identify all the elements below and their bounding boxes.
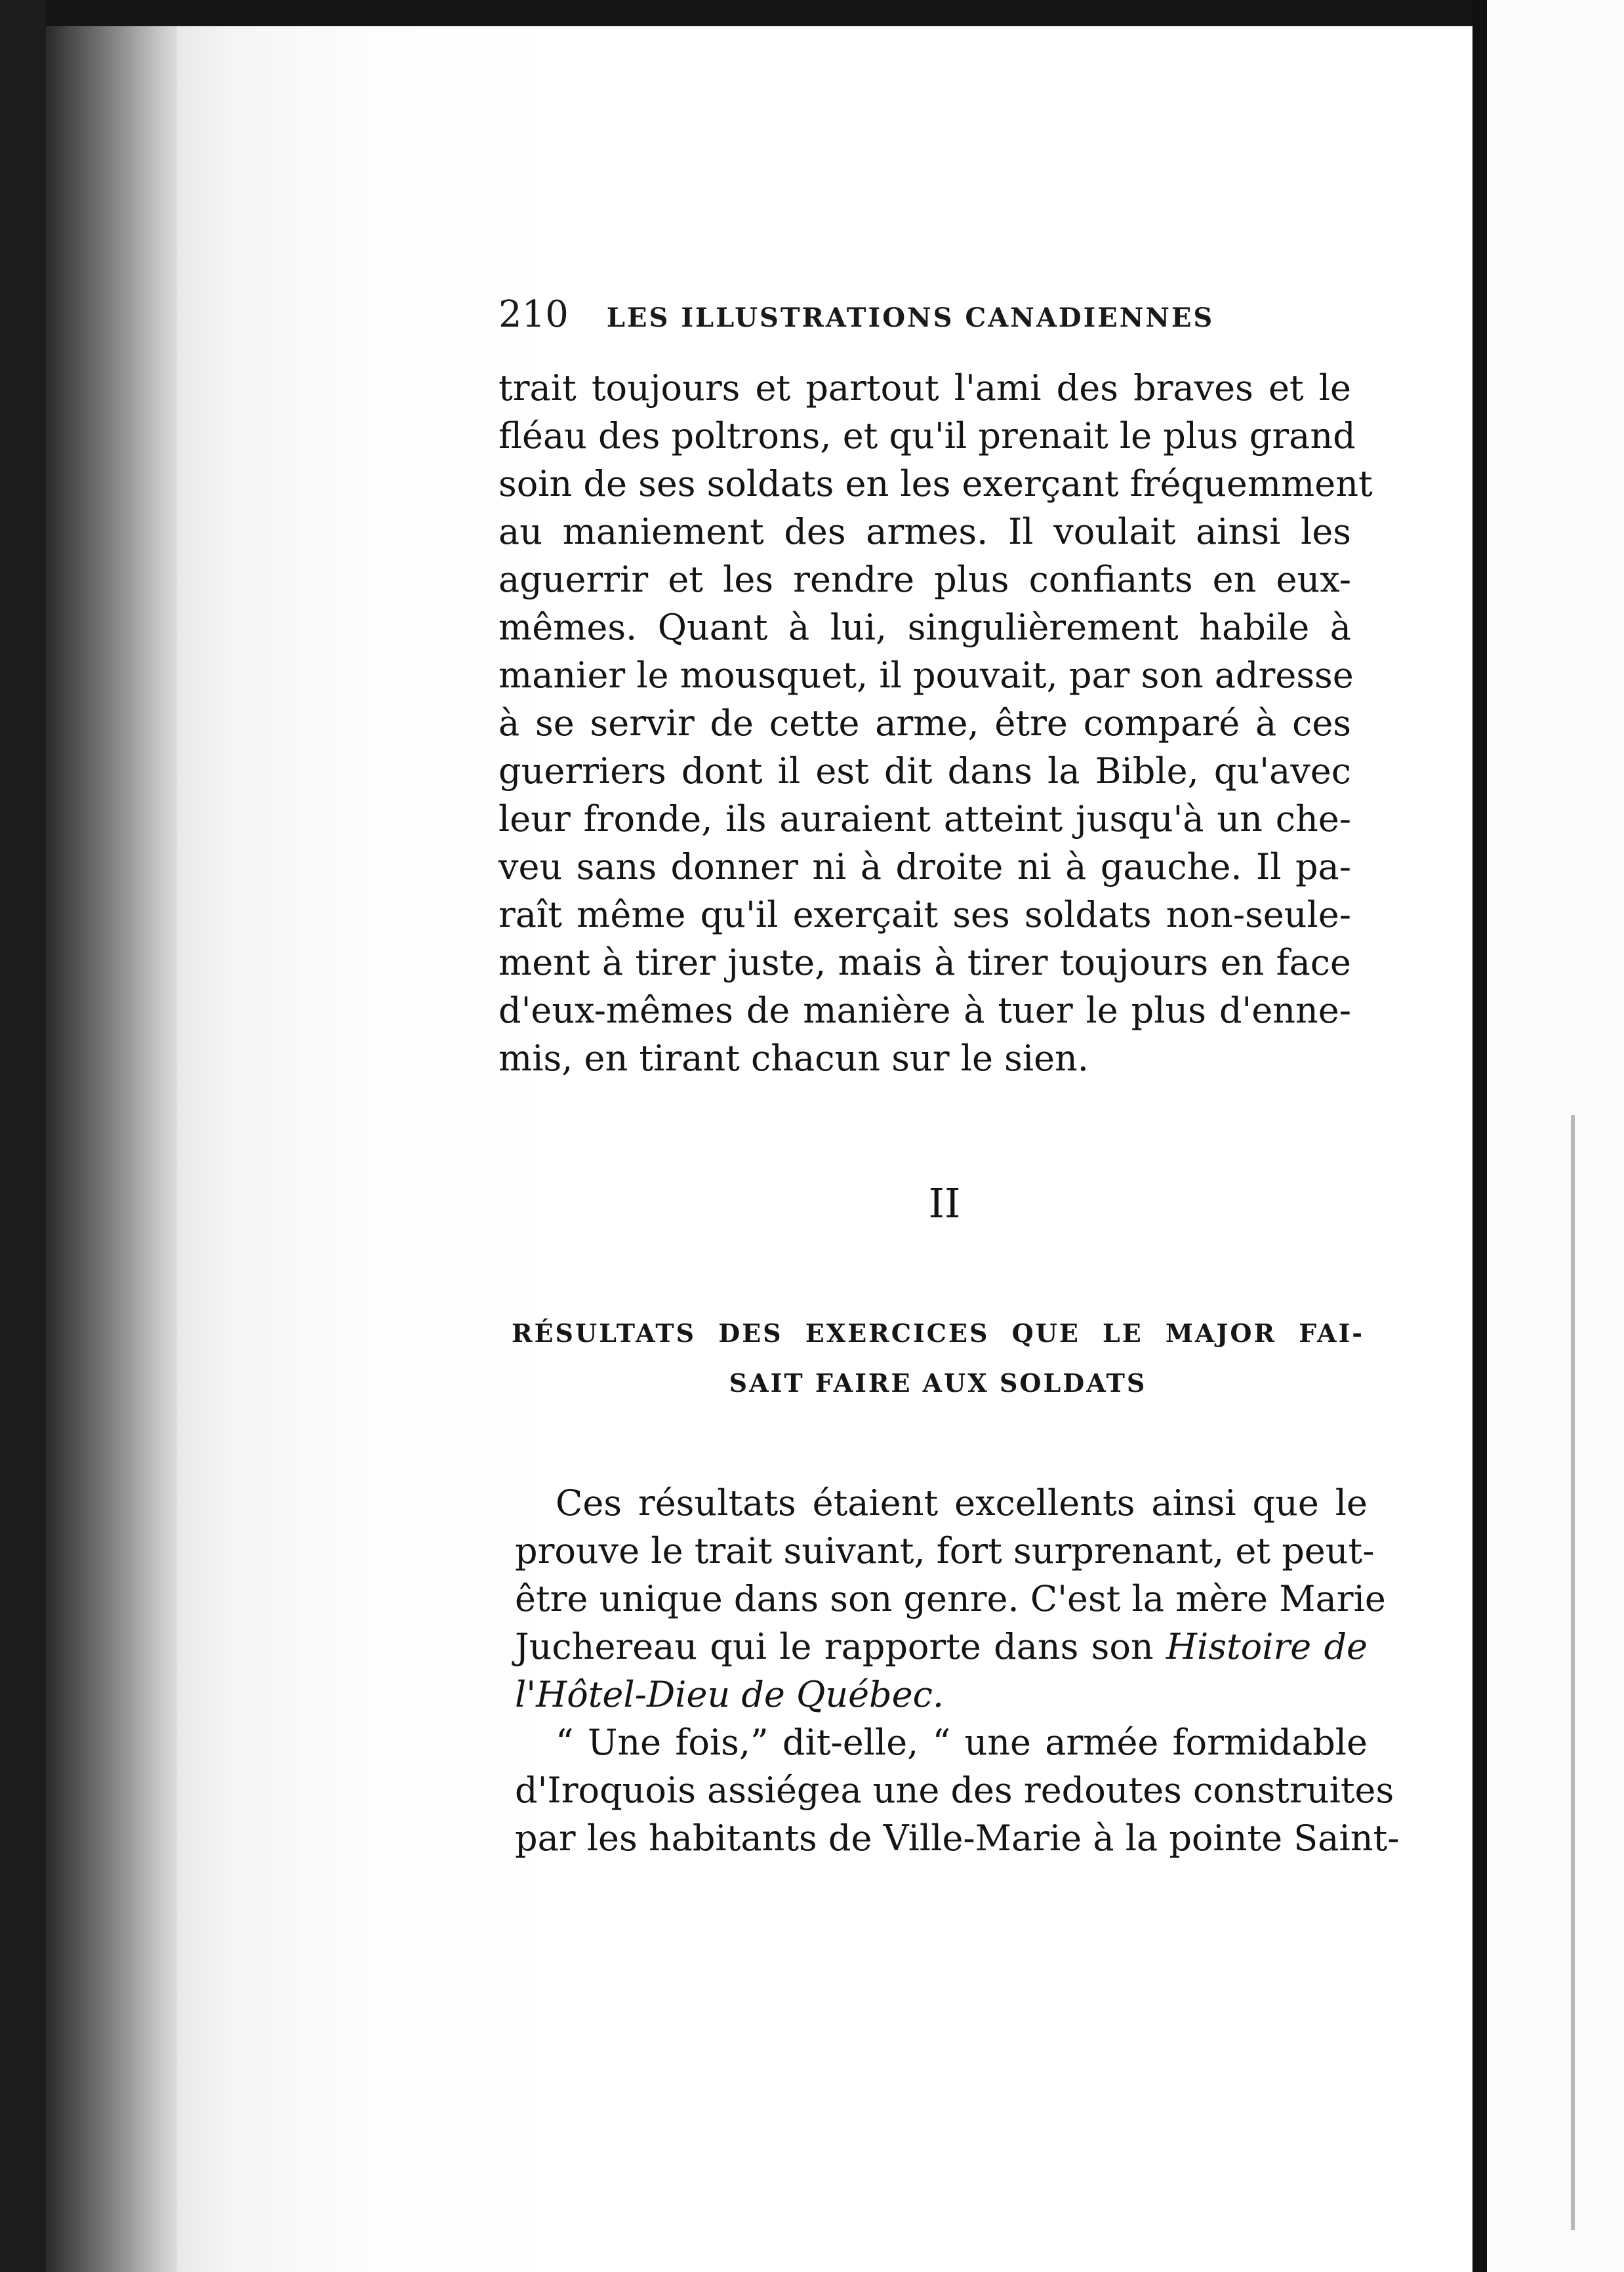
book-page — [177, 26, 1472, 2272]
text-line — [515, 1623, 1368, 1671]
section-title — [512, 1308, 1364, 1408]
text-line: ment à tirer juste, mais à tirer toujours en face — [498, 942, 1351, 983]
running-header — [498, 289, 1351, 341]
text-line: guerriers dont il est dit dans la Bible, qu'avec — [498, 750, 1351, 792]
text-line: aguerrir et les rendre plus confiants en eux- — [498, 559, 1351, 600]
text-line: fléau des poltrons, et qu'il prenait le plus grand — [498, 415, 1356, 456]
adjacent-page-edge — [1571, 1115, 1575, 2230]
text-line: au maniement des armes. Il voulait ainsi les — [498, 511, 1351, 552]
page-edge-shadow — [46, 26, 177, 2272]
gutter-divider — [1472, 0, 1487, 2272]
text-line: à se servir de cette arme, être comparé à ces — [498, 702, 1351, 744]
book-title-italic: Histoire de — [1166, 1626, 1368, 1667]
running-title: LES ILLUSTRATIONS CANADIENNES — [606, 302, 1215, 333]
scan-top-border — [0, 0, 1624, 26]
paragraph-1 — [498, 364, 1373, 1082]
text-segment: Juchereau qui le rapporte dans son — [515, 1626, 1166, 1667]
text-line: être unique dans son genre. C'est la mère Marie — [515, 1578, 1386, 1619]
text-line: raît même qu'il exerçait ses soldats non-seule- — [498, 894, 1351, 935]
section-number: II — [928, 1179, 961, 1227]
page-number: 210 — [498, 293, 569, 336]
text-line: veu sans donner ni à droite ni à gauche. Il pa- — [498, 846, 1351, 887]
section-title-line: RÉSULTATS DES EXERCICES QUE LE MAJOR FAI- — [512, 1318, 1364, 1348]
scan-left-border — [0, 0, 46, 2272]
text-line: soin de ses soldats en les exerçant fréquemment — [498, 463, 1373, 504]
paragraph-2 — [515, 1479, 1400, 1862]
text-line: “ Une fois,” dit-elle, “ une armée formidable — [556, 1722, 1368, 1763]
text-line: par les habitants de Ville-Marie à la pointe Saint- — [515, 1817, 1400, 1859]
text-line: leur fronde, ils auraient atteint jusqu'à un che- — [498, 798, 1351, 840]
text-line: d'Iroquois assiégea une des redoutes construites — [515, 1770, 1394, 1811]
section-title-line: SAIT FAIRE AUX SOLDATS — [729, 1368, 1147, 1398]
text-line: trait toujours et partout l'ami des braves et le — [498, 367, 1351, 409]
text-line: prouve le trait suivant, fort surprenant, et peut- — [515, 1530, 1375, 1572]
text-line: mis, en tirant chacun sur le sien. — [498, 1038, 1089, 1079]
text-line: Ces résultats étaient excellents ainsi que le — [556, 1482, 1368, 1524]
book-title-italic: l'Hôtel-Dieu de Québec. — [515, 1674, 944, 1715]
adjacent-page — [1487, 0, 1624, 2272]
text-line: manier le mousquet, il pouvait, par son adresse — [498, 655, 1354, 696]
text-line: mêmes. Quant à lui, singulièrement habile à — [498, 607, 1351, 648]
text-line: d'eux-mêmes de manière à tuer le plus d'enne- — [498, 990, 1351, 1031]
